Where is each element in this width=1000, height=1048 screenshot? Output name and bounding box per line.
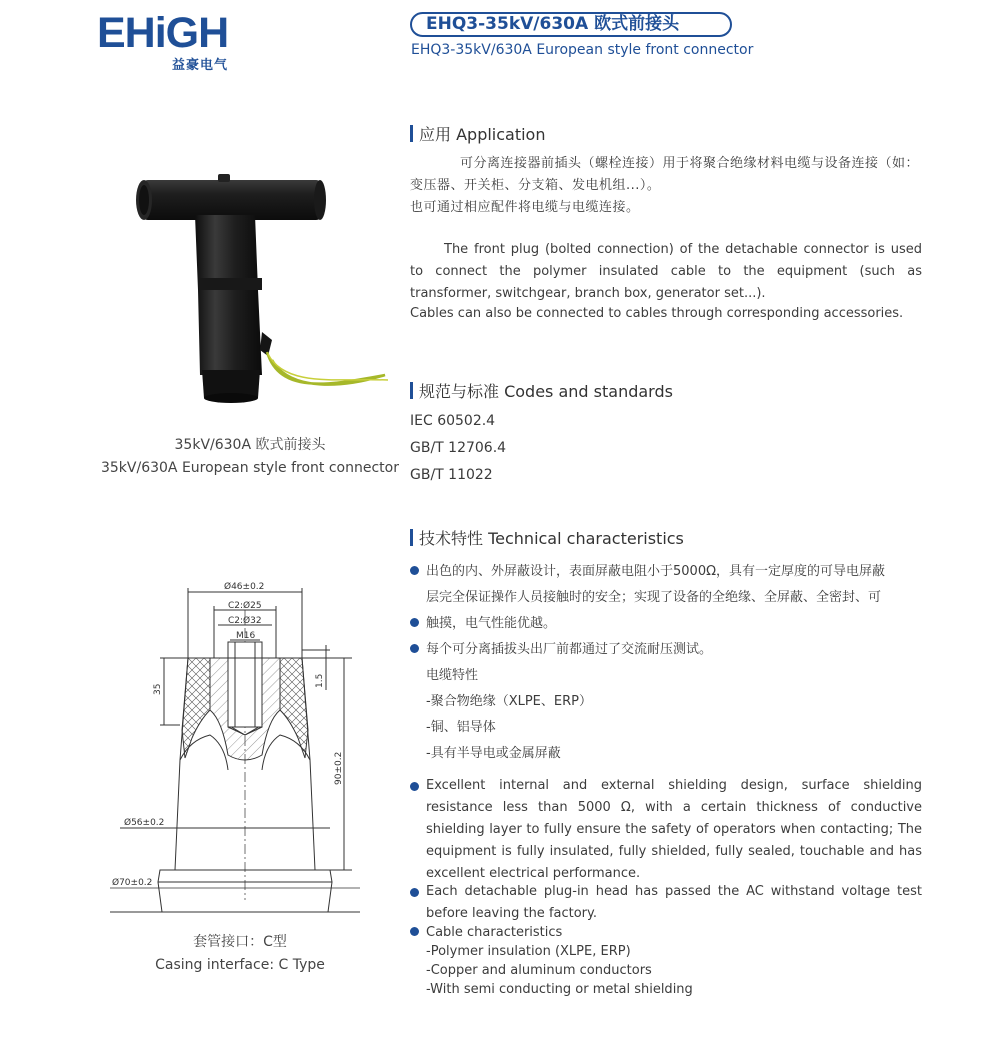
dim-h90: 90±0.2 <box>334 751 344 785</box>
cable-subitem: -铜、铝导体 <box>426 720 496 735</box>
cable-en-subitem: -With semi conducting or metal shielding <box>426 982 693 997</box>
brand-cn-name: 益豪电气 <box>172 58 229 73</box>
technical-en-block <box>410 775 922 999</box>
dim-h35: 35 <box>153 683 163 695</box>
heading-bar <box>410 529 413 546</box>
cable-subitem: 电缆特性 <box>426 668 479 683</box>
application-heading-text: 应用 Application <box>419 125 546 144</box>
application-heading <box>410 125 546 145</box>
dim-c32: C2:Ø32 <box>228 616 262 626</box>
standard-item: IEC 60502.4 <box>410 413 496 429</box>
dim-h15: 1.5 <box>315 673 325 688</box>
dim-d70: Ø70±0.2 <box>112 878 153 888</box>
cable-subitem: -具有半导电或金属屏蔽 <box>426 746 561 761</box>
bullet-dot <box>410 927 419 936</box>
application-cn-line: 变压器、开关柜、分支箱、发电机组...）。 <box>410 178 661 193</box>
page-title: EHQ3-35kV/630A 欧式前接头 <box>410 12 732 37</box>
technical-cn-bullet <box>410 611 922 637</box>
bullet-dot <box>410 888 419 897</box>
technical-en-bullet <box>410 775 922 885</box>
bullet-dot <box>410 782 419 791</box>
standards-list <box>410 408 506 489</box>
application-cn-line: 可分离连接器前插头（螺栓连接）用于将聚合绝缘材料电缆与设备连接（如： <box>460 156 920 171</box>
dim-d56: Ø56±0.2 <box>124 818 165 828</box>
technical-en-bullet <box>410 881 922 925</box>
dim-m16: M16 <box>236 631 256 641</box>
technical-cn-bullet <box>410 637 922 663</box>
technical-drawing <box>100 570 370 920</box>
technical-cn-block <box>410 559 922 767</box>
technical-cn-bullet <box>410 559 922 611</box>
cable-en-subitem: -Copper and aluminum conductors <box>426 963 652 978</box>
heading-bar <box>410 125 413 142</box>
tech-en-text: Excellent internal and external shielding design, surface shielding resistance less than 5000 Ω, with a certain thickness of conductive shielding layer to fully ensure the safety of operators when contacting; The equipment is fully insulated, fully shielded, fully sealed, touchable and has excellent electrical performance. <box>426 778 922 881</box>
dim-d46: Ø46±0.2 <box>224 582 265 592</box>
technical-heading <box>410 529 684 549</box>
brand-logo: EHiGH <box>97 9 229 57</box>
technical-heading-text: 技术特性 Technical characteristics <box>419 529 684 548</box>
bullet-dot <box>410 566 419 575</box>
photo-caption-en: 35kV/630A European style front connector <box>100 460 399 476</box>
application-en-line: Cables can also be connected to cables through corresponding accessories. <box>410 306 904 321</box>
application-cn-line: 也可通过相应配件将电缆与电缆连接。 <box>410 200 640 215</box>
application-cn-text <box>410 153 925 219</box>
page-subtitle: EHQ3-35kV/630A European style front connector <box>411 42 754 58</box>
tech-cn-line: 层完全保证操作人员接触时的安全；实现了设备的全绝缘、全屏蔽、全密封、可 <box>426 590 882 605</box>
dim-c25: C2:Ø25 <box>228 601 262 611</box>
photo-caption-cn: 35kV/630A 欧式前接头 <box>174 437 326 453</box>
standard-item: GB/T 11022 <box>410 467 493 483</box>
standard-item: GB/T 12706.4 <box>410 440 507 456</box>
drawing-caption-cn: 套管接口：C型 <box>193 934 287 950</box>
technical-en-bullet <box>410 923 922 942</box>
application-en-para: The front plug (bolted connection) of the detachable connector is used to connect the polymer insulated cable to the equipment (such as transformer, switchgear, branch box, generator set...). <box>410 242 922 301</box>
tech-en-text: Each detachable plug-in head has passed the AC withstand voltage test before leaving the factory. <box>426 884 922 921</box>
cable-en-subitem: -Polymer insulation (XLPE, ERP) <box>426 944 631 959</box>
tech-cn-line: 每个可分离插拔头出厂前都通过了交流耐压测试。 <box>426 642 713 657</box>
heading-bar <box>410 382 413 399</box>
cable-subitem: -聚合物绝缘（XLPE、ERP） <box>426 694 592 709</box>
connector-photo <box>130 160 400 405</box>
standards-heading-text: 规范与标准 Codes and standards <box>419 382 673 401</box>
standards-heading <box>410 382 673 402</box>
drawing-caption-en: Casing interface: C Type <box>155 957 325 973</box>
bullet-dot <box>410 644 419 653</box>
tech-cn-line: 出色的内、外屏蔽设计，表面屏蔽电阻小于5000Ω，具有一定厚度的可导电屏蔽 <box>426 564 886 579</box>
tech-cn-line: 触摸，电气性能优越。 <box>426 616 557 631</box>
tech-en-text: Cable characteristics <box>426 925 563 940</box>
bullet-dot <box>410 618 419 627</box>
